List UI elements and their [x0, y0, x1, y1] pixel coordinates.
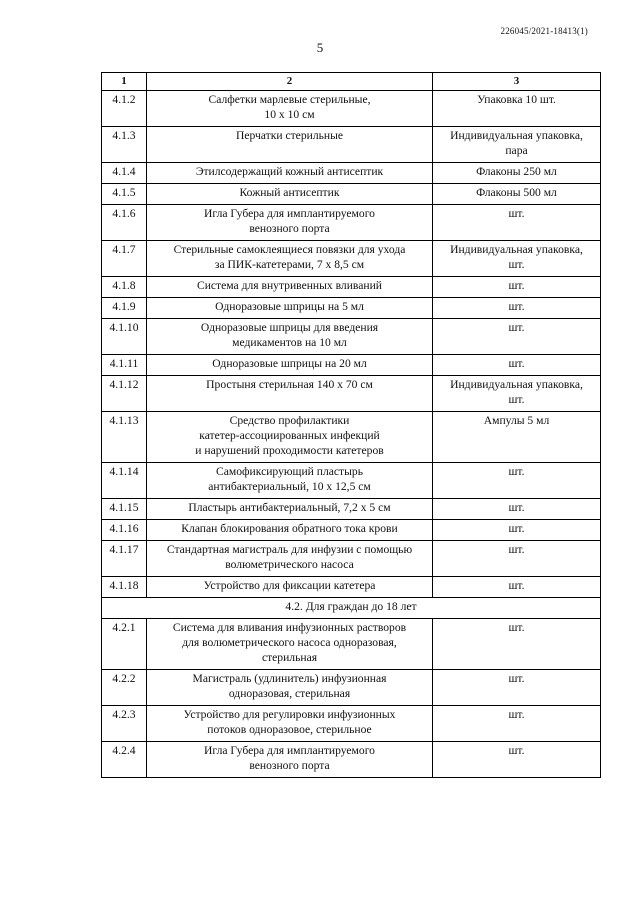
item-name: Простыня стерильная 140 х 70 см [147, 376, 433, 412]
item-name: Магистраль (удлинитель) инфузионная одноразовая, стерильная [147, 670, 433, 706]
item-number: 4.1.8 [102, 277, 147, 298]
item-name: Средство профилактики катетер-ассоциированных инфекций и нарушений проходимости катетеров [147, 412, 433, 463]
item-name: Устройство для регулировки инфузионных потоков одноразовое, стерильное [147, 706, 433, 742]
table-row [102, 319, 601, 355]
table-row [102, 541, 601, 577]
item-unit: шт. [433, 298, 601, 319]
item-unit: шт. [433, 541, 601, 577]
table-row [102, 184, 601, 205]
page-number: 5 [316, 40, 324, 55]
item-number: 4.1.2 [102, 91, 147, 127]
item-number: 4.1.18 [102, 577, 147, 598]
item-name: Кожный антисептик [147, 184, 433, 205]
item-number: 4.1.9 [102, 298, 147, 319]
column-header-2: 2 [147, 73, 433, 91]
item-name: Одноразовые шприцы для введения медикаментов на 10 мл [147, 319, 433, 355]
item-unit: шт. [433, 499, 601, 520]
item-number: 4.1.4 [102, 163, 147, 184]
item-unit: Упаковка 10 шт. [433, 91, 601, 127]
items-table-container [101, 72, 600, 778]
item-number: 4.1.15 [102, 499, 147, 520]
item-name: Пластырь антибактериальный, 7,2 х 5 см [147, 499, 433, 520]
column-header-3: 3 [433, 73, 601, 91]
item-name: Самофиксирующий пластырь антибактериальный, 10 х 12,5 см [147, 463, 433, 499]
item-name: Салфетки марлевые стерильные, 10 х 10 см [147, 91, 433, 127]
item-name: Система для внутривенных вливаний [147, 277, 433, 298]
item-unit: шт. [433, 319, 601, 355]
item-number: 4.1.13 [102, 412, 147, 463]
table-row [102, 463, 601, 499]
item-unit: шт. [433, 670, 601, 706]
section-row [102, 598, 601, 619]
item-unit: Индивидуальная упаковка, шт. [433, 376, 601, 412]
item-unit: Ампулы 5 мл [433, 412, 601, 463]
column-header-1: 1 [102, 73, 147, 91]
item-unit: шт. [433, 706, 601, 742]
table-row [102, 619, 601, 670]
item-number: 4.2.3 [102, 706, 147, 742]
item-number: 4.1.11 [102, 355, 147, 376]
item-name: Этилсодержащий кожный антисептик [147, 163, 433, 184]
item-unit: шт. [433, 619, 601, 670]
item-unit: шт. [433, 742, 601, 778]
table-row [102, 520, 601, 541]
table-row [102, 355, 601, 376]
item-name: Перчатки стерильные [147, 127, 433, 163]
item-number: 4.1.16 [102, 520, 147, 541]
table-row [102, 205, 601, 241]
item-number: 4.2.4 [102, 742, 147, 778]
item-unit: Флаконы 500 мл [433, 184, 601, 205]
item-unit: шт. [433, 520, 601, 541]
item-unit: Индивидуальная упаковка, шт. [433, 241, 601, 277]
item-number: 4.1.17 [102, 541, 147, 577]
table-row [102, 499, 601, 520]
item-number: 4.1.10 [102, 319, 147, 355]
items-table [101, 72, 601, 778]
item-name: Клапан блокирования обратного тока крови [147, 520, 433, 541]
table-row [102, 298, 601, 319]
section-title: 4.2. Для граждан до 18 лет [102, 598, 601, 619]
table-row [102, 241, 601, 277]
table-row [102, 706, 601, 742]
item-number: 4.1.5 [102, 184, 147, 205]
header-row [102, 73, 601, 91]
item-number: 4.1.12 [102, 376, 147, 412]
item-unit: шт. [433, 577, 601, 598]
item-number: 4.1.14 [102, 463, 147, 499]
item-number: 4.2.2 [102, 670, 147, 706]
table-row [102, 742, 601, 778]
item-number: 4.2.1 [102, 619, 147, 670]
item-unit: шт. [433, 205, 601, 241]
document-id: 226045/2021-18413(1) [500, 26, 588, 36]
table-row [102, 412, 601, 463]
table-row [102, 376, 601, 412]
table-row [102, 91, 601, 127]
item-name: Система для вливания инфузионных растворов для волюметрического насоса одноразовая, стерильная [147, 619, 433, 670]
item-name: Игла Губера для имплантируемого венозного порта [147, 205, 433, 241]
item-unit: Индивидуальная упаковка, пара [433, 127, 601, 163]
item-name: Одноразовые шприцы на 5 мл [147, 298, 433, 319]
table-row [102, 127, 601, 163]
table-row [102, 163, 601, 184]
item-name: Стерильные самоклеящиеся повязки для ухода за ПИК-катетерами, 7 х 8,5 см [147, 241, 433, 277]
item-number: 4.1.7 [102, 241, 147, 277]
item-name: Стандартная магистраль для инфузии с помощью волюметрического насоса [147, 541, 433, 577]
item-name: Игла Губера для имплантируемого венозного порта [147, 742, 433, 778]
item-unit: шт. [433, 463, 601, 499]
item-unit: шт. [433, 277, 601, 298]
item-unit: Флаконы 250 мл [433, 163, 601, 184]
table-row [102, 277, 601, 298]
item-name: Устройство для фиксации катетера [147, 577, 433, 598]
item-name: Одноразовые шприцы на 20 мл [147, 355, 433, 376]
item-number: 4.1.6 [102, 205, 147, 241]
table-row [102, 577, 601, 598]
table-row [102, 670, 601, 706]
item-unit: шт. [433, 355, 601, 376]
item-number: 4.1.3 [102, 127, 147, 163]
